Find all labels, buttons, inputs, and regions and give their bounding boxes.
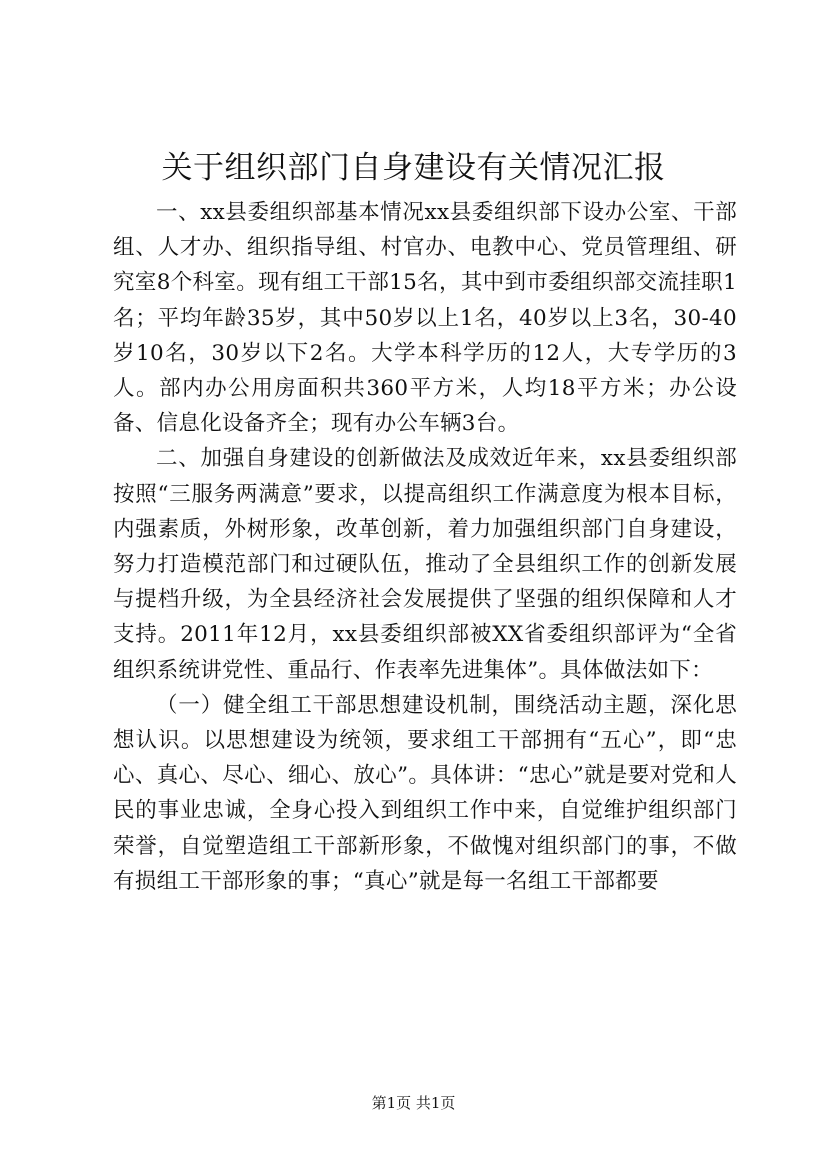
document-title: 关于组织部门自身建设有关情况汇报 xyxy=(161,150,666,186)
paragraph-innovation-results: 二、加强自身建设的创新做法及成效近年来，xx县委组织部按照“三服务两满意”要求，以提高组织工作满意度为根本目标，内强素质，外树形象，改革创新，着力加强组织部门自身建设，努力打造模范部门和过硬队伍，推动了全县组织工作的创新发展与提档升级，为全县经济社会发展提供了坚强的组织保障和人才支持。2011年12月，xx县委组织部被XX省委组织部评为“全省组织系统讲党性、重品行、作表率先进集体”。具体做法如下： xyxy=(113,446,737,683)
page-footer: 第1页 共1页 xyxy=(371,1094,456,1112)
paragraph-ideological-building: （一）健全组工干部思想建设机制，围绕活动主题，深化思想认识。以思想建设为统领，要求组工干部拥有“五心”，即“忠心、真心、尽心、细心、放心”。具体讲：“忠心”就是要对党和人民的事业忠诚，全身心投入到组织工作中来，自觉维护组织部门荣誉，自觉塑造组工干部新形象，不做愧对组织部门的事，不做有损组工干部形象的事；“真心”就是每一名组工干部都要 xyxy=(113,692,737,894)
paragraph-basic-situation: 一、xx县委组织部基本情况xx县委组织部下设办公室、干部组、人才办、组织指导组、村官办、电教中心、党员管理组、研究室8个科室。现有组工干部15名，其中到市委组织部交流挂职1名；平均年龄35岁，其中50岁以上1名，40岁以上3名，30-40岁10名，30岁以下2名。大学本科学历的12人，大专学历的3人。部内办公用房面积共360平方米，人均18平方米；办公设备、信息化设备齐全；现有办公车辆3台。 xyxy=(113,200,737,437)
document-body xyxy=(113,195,737,899)
